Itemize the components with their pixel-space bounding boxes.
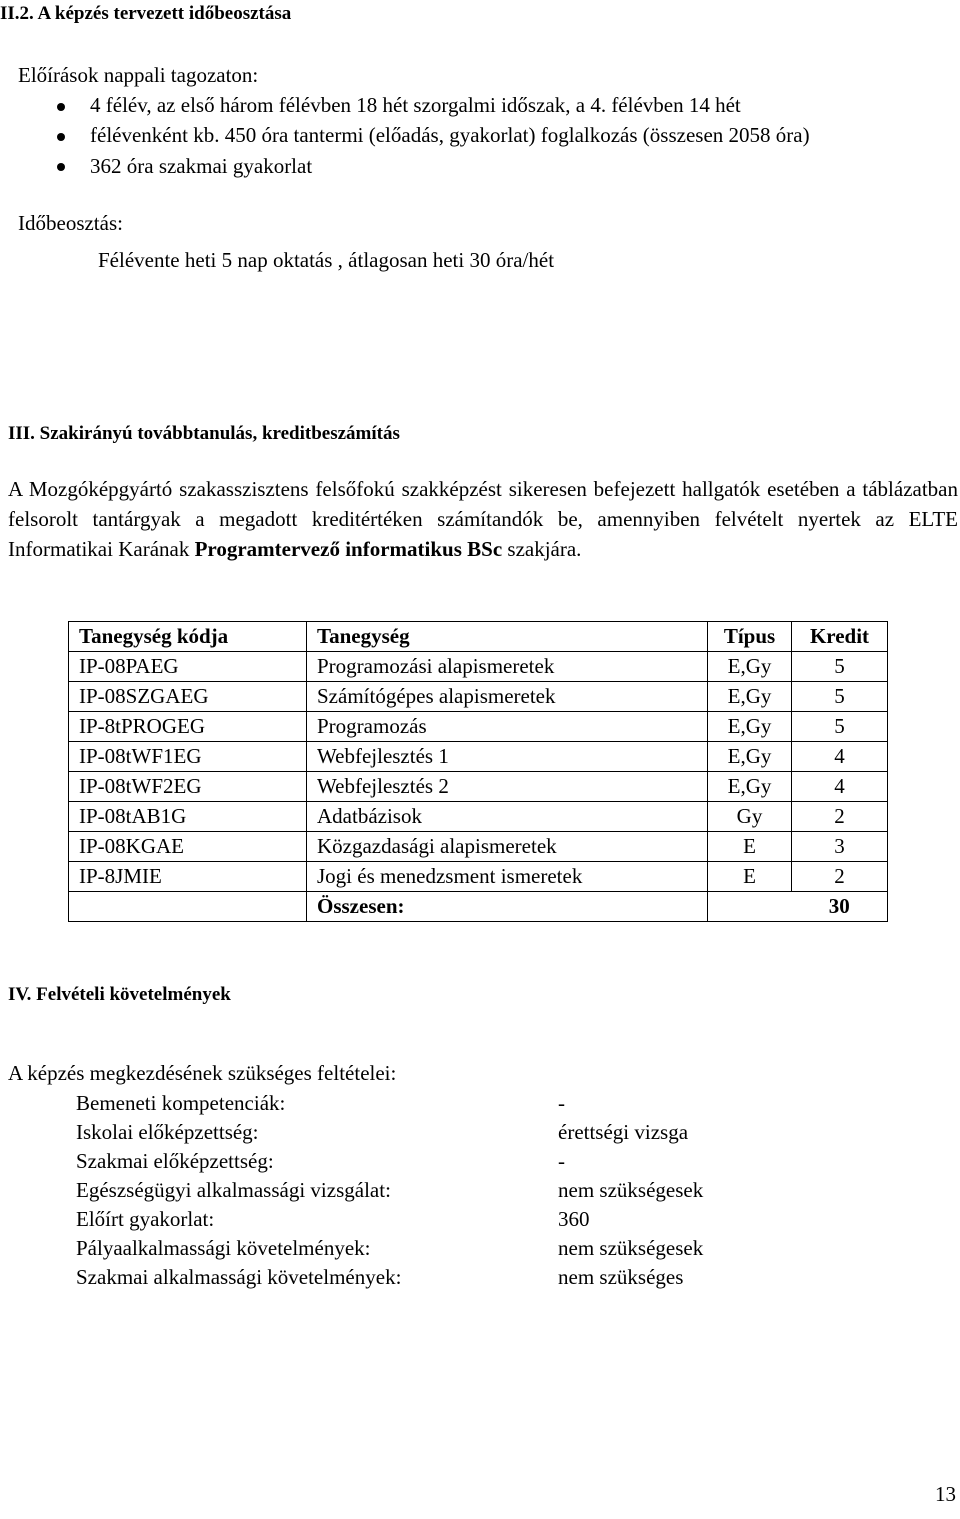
table-row — [69, 712, 888, 742]
section-title-iii: III. Szakirányú továbbtanulás, kreditbeszámítás — [8, 423, 400, 444]
requirement-value: - — [558, 1149, 565, 1173]
cell-credit: 3 — [792, 832, 888, 862]
section-title-ii2: II.2. A képzés tervezett időbeosztása — [0, 3, 292, 24]
header-cell-credit: Kredit — [792, 622, 888, 652]
requirement-value: 360 — [558, 1207, 590, 1231]
cell-empty — [69, 892, 307, 922]
cell-type: E — [708, 832, 792, 862]
table-row — [69, 772, 888, 802]
requirement-label: Szakmai előképzettség: — [76, 1149, 274, 1173]
header-cell-subject: Tanegység — [307, 622, 708, 652]
cell-credit: 2 — [792, 862, 888, 892]
cell-subject: Programozási alapismeretek — [307, 652, 708, 682]
credit-table — [68, 621, 888, 922]
cell-code: IP-08KGAE — [69, 832, 307, 862]
section-intro: Előírások nappali tagozaton: — [18, 63, 259, 87]
requirements-intro: A képzés megkezdésének szükséges feltételei: — [8, 1061, 397, 1085]
cell-subject: Közgazdasági alapismeretek — [307, 832, 708, 862]
cell-credit: 5 — [792, 712, 888, 742]
cell-type: E,Gy — [708, 712, 792, 742]
table-row — [69, 682, 888, 712]
cell-subject: Webfejlesztés 1 — [307, 742, 708, 772]
cell-type: E — [708, 862, 792, 892]
cell-subject: Jogi és menedzsment ismeretek — [307, 862, 708, 892]
cell-type: E,Gy — [708, 652, 792, 682]
table-row — [69, 742, 888, 772]
cell-empty — [708, 892, 792, 922]
requirement-label: Előírt gyakorlat: — [76, 1207, 215, 1231]
cell-code: IP-08SZGAEG — [69, 682, 307, 712]
header-cell-type: Típus — [708, 622, 792, 652]
table-row — [69, 652, 888, 682]
table-total-row — [69, 892, 888, 922]
requirement-value: nem szükséges — [558, 1265, 684, 1289]
cell-type: E,Gy — [708, 742, 792, 772]
cell-code: IP-08PAEG — [69, 652, 307, 682]
table-row — [69, 862, 888, 892]
bullet-icon — [57, 163, 65, 171]
cell-subject: Programozás — [307, 712, 708, 742]
requirement-label: Bemeneti kompetenciák: — [76, 1091, 286, 1115]
cell-subject: Webfejlesztés 2 — [307, 772, 708, 802]
schedule-label: Időbeosztás: — [18, 211, 123, 235]
program-name: Programtervező informatikus BSc — [194, 537, 503, 561]
requirement-value: nem szükségesek — [558, 1178, 704, 1202]
paragraph-text: A Mozgóképgyártó szakasszisztens felsőfokú szakképzést sikeresen befejezett hallgatók esetében a táblázatban felsorolt tantárgyak a megadott kreditértéken számítandók be, amennyiben felvételt nyertek az ELTE Informatikai Karának — [8, 477, 958, 561]
cell-credit: 4 — [792, 742, 888, 772]
list-item: félévenként kb. 450 óra tantermi (előadás, gyakorlat) foglalkozás (összesen 2058 óra) — [90, 123, 810, 147]
requirement-label: Iskolai előképzettség: — [76, 1120, 259, 1144]
table-header-row — [69, 622, 888, 652]
requirement-value: - — [558, 1091, 565, 1115]
cell-subject: Adatbázisok — [307, 802, 708, 832]
header-cell-code: Tanegység kódja — [69, 622, 307, 652]
cell-credit: 5 — [792, 682, 888, 712]
cell-code: IP-08tWF1EG — [69, 742, 307, 772]
cell-code: IP-8tPROGEG — [69, 712, 307, 742]
requirement-value: érettségi vizsga — [558, 1120, 689, 1144]
requirement-label: Szakmai alkalmassági követelmények: — [76, 1265, 402, 1289]
cell-subject: Számítógépes alapismeretek — [307, 682, 708, 712]
section-title-iv: IV. Felvételi követelmények — [8, 984, 231, 1005]
cell-code: IP-08tAB1G — [69, 802, 307, 832]
page-number: 13 — [935, 1482, 956, 1506]
cell-code: IP-08tWF2EG — [69, 772, 307, 802]
schedule-text: Félévente heti 5 nap oktatás , átlagosan heti 30 óra/hét — [98, 248, 555, 272]
requirement-label: Egészségügyi alkalmassági vizsgálat: — [76, 1178, 391, 1202]
cell-type: Gy — [708, 802, 792, 832]
total-value: 30 — [792, 892, 888, 922]
list-item: 4 félév, az első három félévben 18 hét szorgalmi időszak, a 4. félévben 14 hét — [90, 93, 741, 117]
total-label: Összesen: — [307, 892, 708, 922]
requirement-label: Pályaalkalmassági követelmények: — [76, 1236, 371, 1260]
cell-credit: 2 — [792, 802, 888, 832]
cell-type: E,Gy — [708, 682, 792, 712]
cell-credit: 4 — [792, 772, 888, 802]
cell-type: E,Gy — [708, 772, 792, 802]
requirement-value: nem szükségesek — [558, 1236, 704, 1260]
table-row — [69, 832, 888, 862]
paragraph-text-end: szakjára. — [502, 537, 582, 561]
cell-code: IP-8JMIE — [69, 862, 307, 892]
table-row — [69, 802, 888, 832]
list-item: 362 óra szakmai gyakorlat — [90, 154, 313, 178]
credit-paragraph — [8, 474, 958, 564]
bullet-icon — [57, 133, 65, 141]
cell-credit: 5 — [792, 652, 888, 682]
bullet-icon — [57, 103, 65, 111]
